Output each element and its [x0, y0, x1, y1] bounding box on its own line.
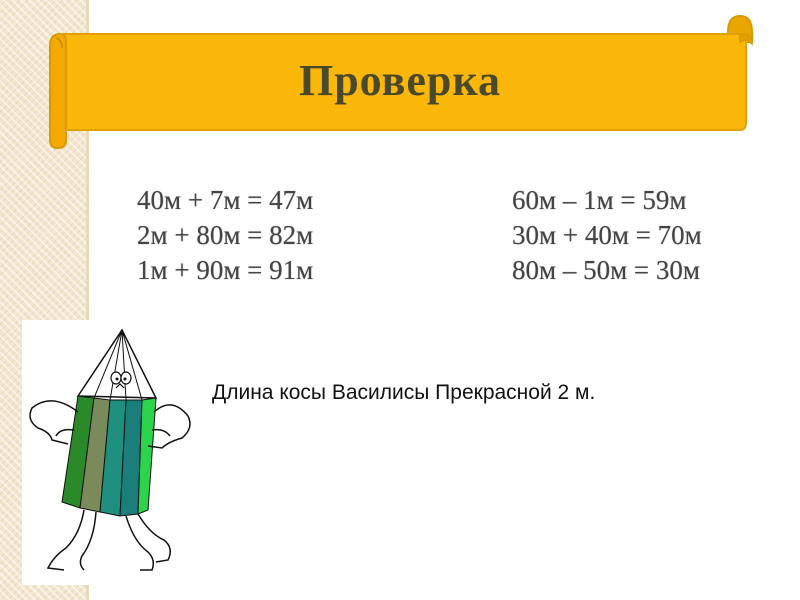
equation-row: 60м – 1м = 59м	[512, 185, 687, 215]
caption-text: Длина косы Василисы Прекрасной 2 м.	[212, 381, 596, 404]
illustration-frame	[22, 320, 202, 585]
equation-row: 1м + 90м = 91м	[137, 255, 314, 285]
equations-left-column	[137, 183, 313, 288]
equation-row: 80м – 50м = 30м	[512, 255, 700, 285]
equation-row: 40м + 7м = 47м	[137, 185, 314, 215]
equation-row: 30м + 40м = 70м	[512, 220, 702, 250]
equations-right-column	[512, 183, 702, 288]
page-title: Проверка	[298, 56, 502, 105]
pencil-character-icon	[22, 320, 202, 585]
equation-row: 2м + 80м = 82м	[137, 220, 314, 250]
